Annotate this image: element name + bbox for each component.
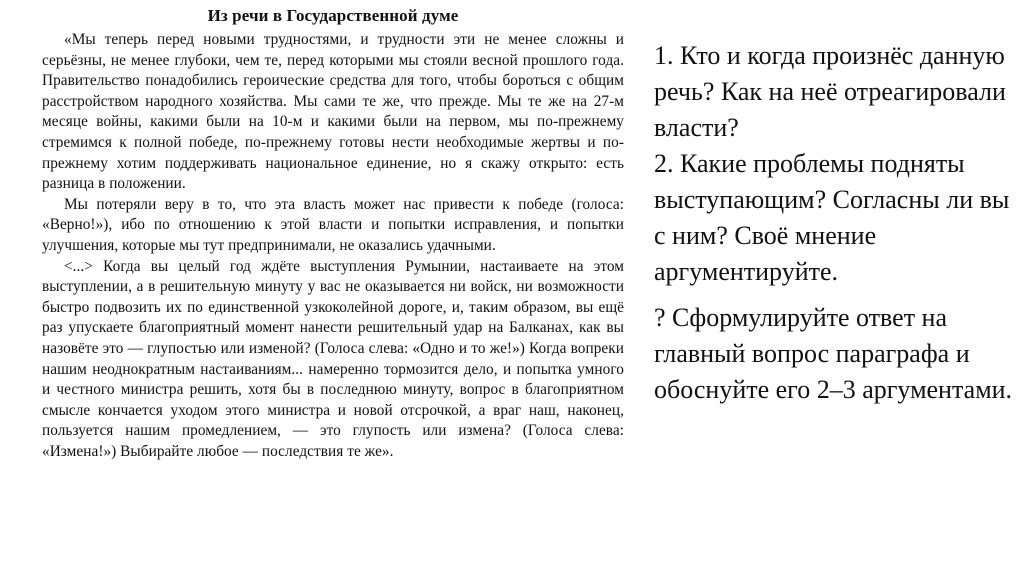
document-paragraph-1: «Мы теперь перед новыми трудностями, и трудности эти не менее сложны и серьёзны, не менее глубоки, чем те, перед которыми мы стояли весной прошлого года. Правительство понадобились героические средства для того, чтобы бороться с общим расстройством народного хозяйства. Мы сами те же, что прежде. Мы те же на 27-м месяце войны, какими были на 10-м и какими были на первом, мы по-прежнему стремимся к полной победе, по-прежнему готовы нести необходимые жертвы и по-прежнему хотим поддерживать национальное единение, но я скажу открыто: есть разница в положении. (42, 31, 624, 193)
document-paragraph-2: Мы потеряли веру в то, что эта власть может нас привести к победе (голоса: «Верно!»), ибо по отношению к этой власти и попытки исправления, и попытки улучшения, которые мы тут предпринимали, не оказались удачными. (42, 195, 624, 254)
question-3: ? Сформулируйте ответ на главный вопрос параграфа и обоснуйте его 2–3 аргументами. (654, 303, 1013, 404)
question-2: 2. Какие проблемы подняты выступающим? Согласны ли вы с ним? Своё мнение аргументируйте. (654, 149, 1010, 286)
questions-panel (654, 38, 1014, 408)
document-paragraph-3: <...> Когда вы целый год ждёте выступления Румынии, настаиваете на этом выступлении, а в решительную минуту у вас не оказывается ни войск, ни возможности быстро подвозить их по единственной узкоколейной дороге, и, таким образом, вы ещё раз упускаете благоприятный момент нанести решительный удар на Балканах, как вы назовёте это — глупостью или изменой? (Голоса слева: «Одно и то же!») Когда вопреки нашим неоднократным настаиваниям... намеренно тормозится дело, и попытка умного и честного министра решить, хотя бы в последнюю минуту, вопрос в благоприятном смысле кончается уходом этого министра и новой отсрочкой, а враг наш, наконец, пользуется нашим промедлением, — это глупость или измена? (Голоса слева: «Измена!») Выбирайте любое — последствия те же». (42, 257, 624, 460)
document-title: Из речи в Государственной думе (207, 6, 459, 25)
question-1: 1. Кто и когда произнёс данную речь? Как на неё отреагировали власти? (654, 41, 1006, 142)
source-document (42, 6, 624, 570)
